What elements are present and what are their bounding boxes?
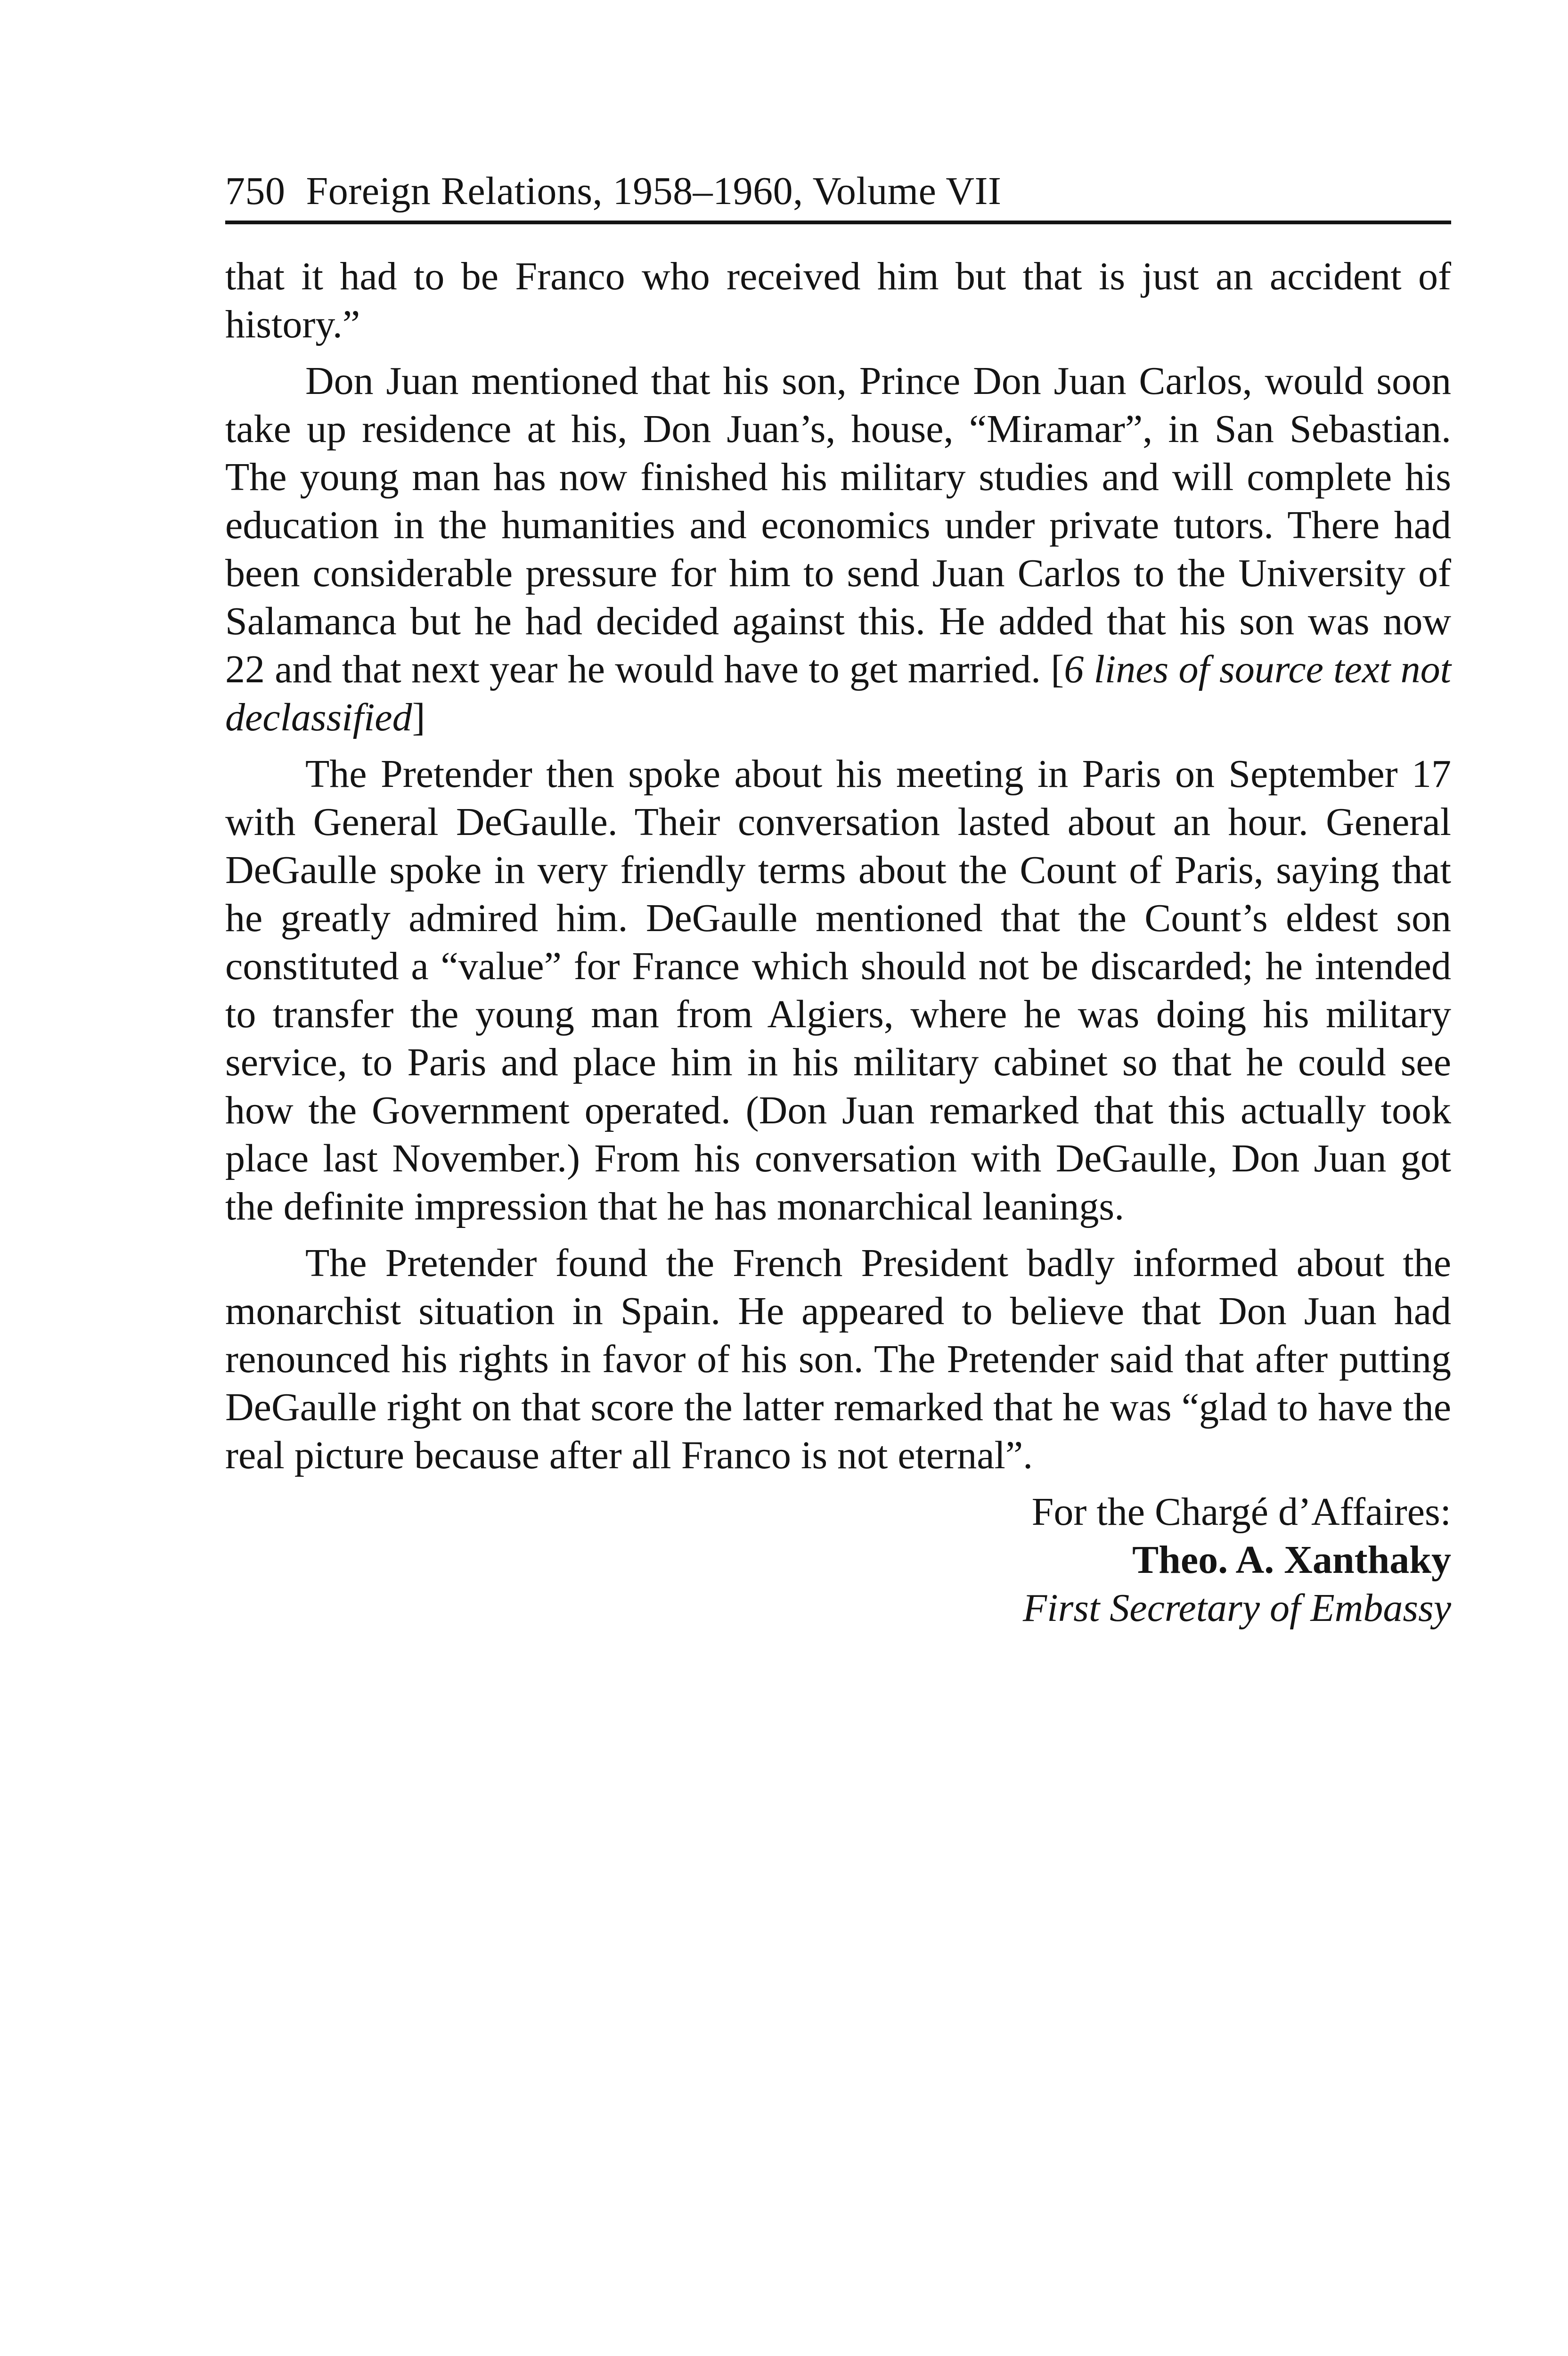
signature-block bbox=[225, 1488, 1451, 1632]
signature-line: For the Chargé d’Affaires: bbox=[1031, 1490, 1451, 1534]
running-title: Foreign Relations, 1958–1960, Volume VII bbox=[306, 169, 1002, 213]
signatory-title: First Secretary of Embassy bbox=[1022, 1586, 1451, 1630]
running-head bbox=[225, 170, 1451, 213]
paragraph-2 bbox=[225, 357, 1451, 742]
paragraph-1: that it had to be Franco who received him but that is just an accident of history.” bbox=[225, 254, 1451, 347]
note-bracket-open: [ bbox=[1051, 647, 1064, 692]
document-page bbox=[225, 170, 1451, 1632]
paragraph-3: The Pretender then spoke about his meeting in Paris on September 17 with General DeGaulle. Their conversation lasted about an hour. General DeGaulle spoke in very friendly terms about the Count of Paris, saying that he greatly admired him. DeGaulle mentioned that the Count’s eldest son constituted a “value” for France which should not be discarded; he intended to transfer the young man from Algiers, where he was doing his military service, to Paris and place him in his military cabinet so that he could see how the Government operated. (Don Juan remarked that this actually took place last November.) From his conversation with DeGaulle, Don Juan got the definite impression that he has monarchical leanings. bbox=[225, 752, 1451, 1229]
signatory-name: Theo. A. Xanthaky bbox=[1132, 1538, 1451, 1582]
paragraph-2-text: Don Juan mentioned that his son, Prince Don Juan Carlos, would soon take up residence at his, Don Juan’s, house, “Miramar”, in San Sebastian. The young man has now finished his military studies and will complete his education in the humanities and economics under private tutors. There had been considerable pressure for him to send Juan Carlos to the University of Salamanca but he had decided against this. He added that his son was now 22 and that next year he would have to get married. bbox=[225, 359, 1451, 692]
body-text bbox=[225, 253, 1451, 1480]
paragraph-4: The Pretender found the French President badly informed about the monarchist situation in Spain. He appeared to believe that Don Juan had renounced his rights in favor of his son. The Pretender said that after putting DeGaulle right on that score the latter remarked that he was “glad to have the real picture because after all Franco is not eternal”. bbox=[225, 1241, 1451, 1478]
note-bracket-close: ] bbox=[412, 695, 425, 740]
header-rule bbox=[225, 221, 1451, 224]
page-number: 750 bbox=[225, 169, 286, 213]
declassification-note: 6 lines of source text not declassified bbox=[225, 647, 1451, 740]
